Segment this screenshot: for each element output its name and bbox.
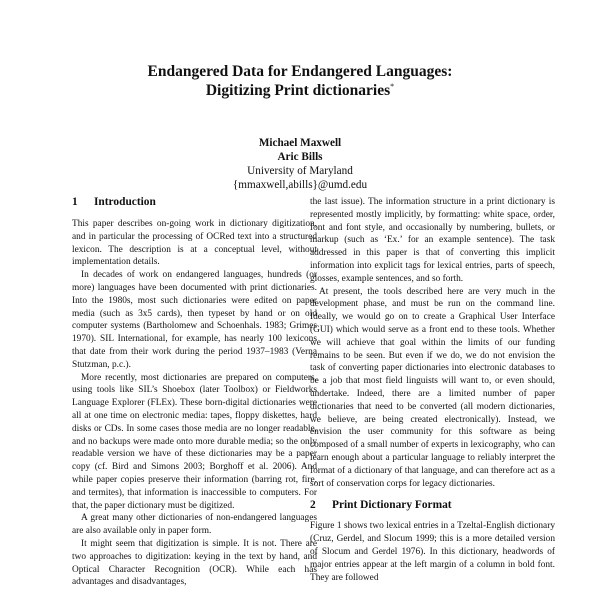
author-email: {mmaxwell,abills}@umd.edu <box>232 179 368 191</box>
title-line-1: Endangered Data for Endangered Languages: <box>147 63 453 80</box>
author-name: Michael Maxwell <box>258 137 342 149</box>
section-number: 2 <box>310 499 316 512</box>
paragraph: A great many other dictionaries of non-endangered languages are also available only in paper form. <box>72 513 317 537</box>
author-name: Aric Bills <box>277 151 323 163</box>
author-block <box>0 136 600 192</box>
section-number: 1 <box>72 196 78 208</box>
author-affiliation: University of Maryland <box>247 165 353 177</box>
section-title: Print Dictionary Format <box>332 499 452 512</box>
paragraph: It might seem that digitization is simple. It is not. There are two approaches to digitization: keying in the text by hand, and Optical Character Recognition (OCR). While each has advantages and disadvantages, <box>72 538 317 588</box>
title-line-2 <box>0 81 600 100</box>
section-title: Introduction <box>94 196 156 208</box>
left-column <box>72 195 317 589</box>
paragraph: More recently, most dictionaries are prepared on computers, using tools like SIL’s Shoebox (later Toolbox) or Fieldworks Language Explorer (FLEx). These born-digital dictionaries were all at one time on electronic media: tapes, floppy diskettes, hard disks or CDs. In some cases those media are no longer readable, and no backups were made onto more durable media; so the only readable version we have of these dictionaries may be a paper copy (cf. Bird and Simons 2003; Borghoff et al. 2006). And while paper copies preserve their information (barring rot, fire, and termites), that information is inaccessible to computers. For that, the paper dictionary must be digitized. <box>72 372 317 511</box>
paragraph: This paper describes on-going work in dictionary digitization, and in particular the processing of OCRed text into a structured lexicon. The description is at a conceptual level, without implementation details. <box>72 219 317 268</box>
section-heading-introduction <box>72 195 317 209</box>
paragraph: In decades of work on endangered languages, hundreds (or more) languages have been documented with print dictionaries. Into the 1980s, most such dictionaries were edited on paper media (such as 3x5 cards), then typeset by hand or on old computer systems (Bartholomew and Schoenhals. 1983; Grimes 1970). SIL International, for example, has nearly 100 lexicons that date from their work during the period 1937–1983 (Verna Stutzman, p.c.). <box>72 270 317 370</box>
title-line-2-text: Digitizing Print dictionaries <box>205 82 391 99</box>
right-column <box>310 196 555 584</box>
paper-title <box>0 62 600 100</box>
paragraph: Figure 1 shows two lexical entries in a Tzeltal-English dictionary (Cruz, Gerdel, and Slocum 1999; this is a more detailed version of Slocum and Gerdel 1976). In this dictionary, headwords of major entries appear at the left margin of a column in bold font. They are followed <box>310 521 555 583</box>
paragraph: the last issue). The information structure in a print dictionary is represented mostly implicitly, by formatting: white space, order, font and font style, and occasionally by numbering, bullets, or markup (such as ‘Ex.’ for an example sentence). The task addressed in this paper is that of converting this implicit information into explicit tags for lexical entries, parts of speech, glosses, example sentences, and so forth. <box>310 197 555 284</box>
section-heading-print-dictionary-format <box>310 498 555 512</box>
paragraph: At present, the tools described here are very much in the development phase, and must be run on the command line. Ideally, we would go on to create a Graphical User Interface (GUI) which would serve as a front end to these tools. Whether we will achieve that goal within the limits of our funding remains to be seen. But even if we do, we do not envision the task of converting paper dictionaries into electronic databases to be a job that most field linguists will want to, or even should, undertake. Indeed, there are a limited number of paper dictionaries that need to be converted (all modern dictionaries, we believe, are being created electronically). Instead, we envision the user community for this software as being composed of a small number of experts in lexicography, who can learn enough about a particular language to reliably interpret the format of a dictionary of that language, and can therefore act as a sort of conservation corps for legacy dictionaries. <box>310 286 555 489</box>
title-footnote-mark: * <box>390 81 395 91</box>
